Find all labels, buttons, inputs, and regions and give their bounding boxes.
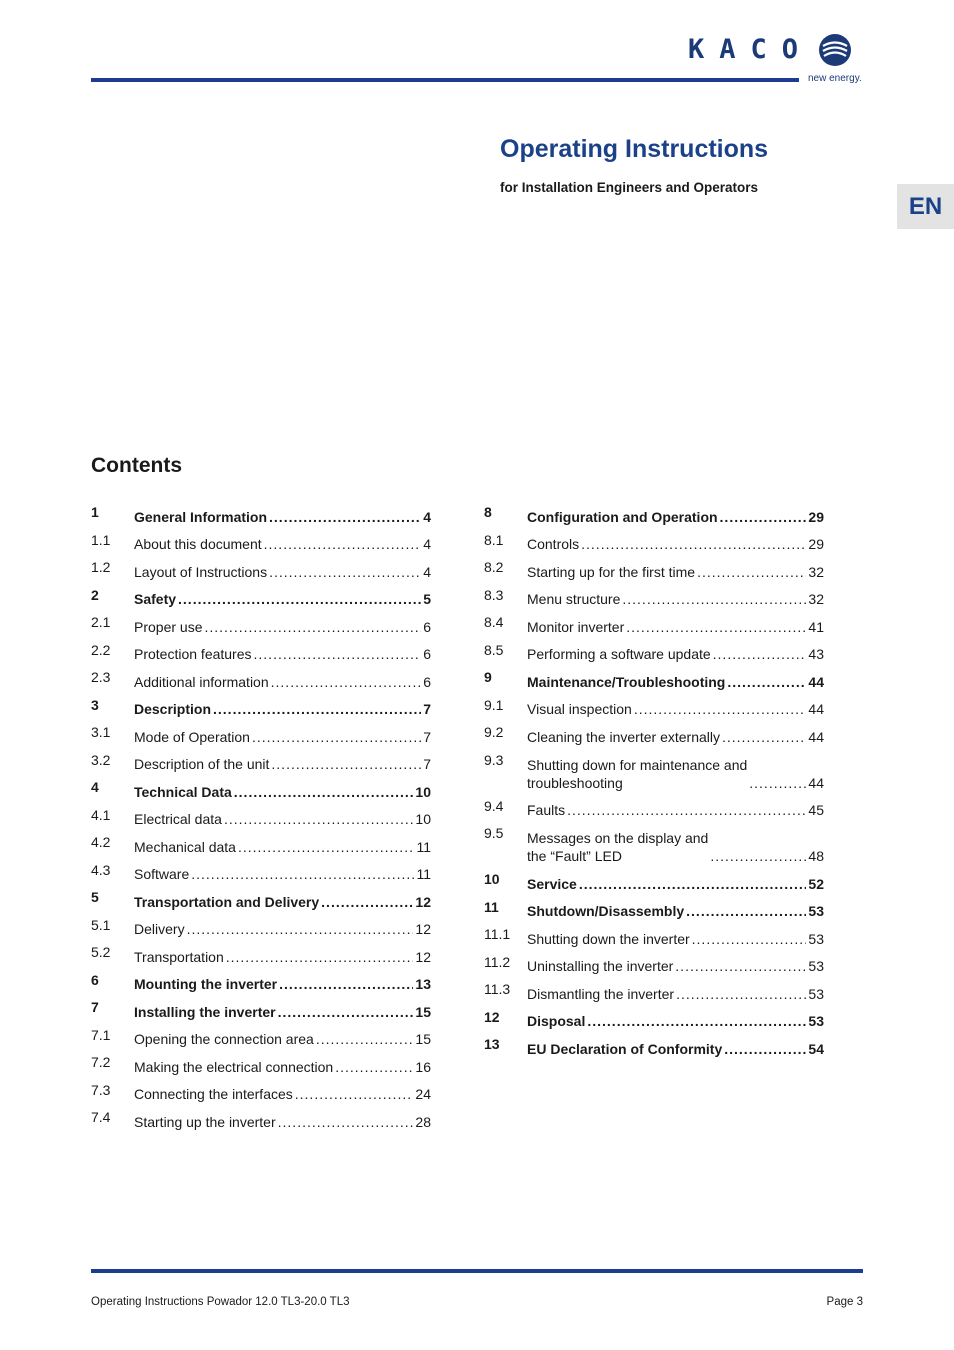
- toc-entry-body: [527, 1012, 824, 1030]
- toc-entry-number: 5.2: [91, 944, 111, 960]
- toc-entry[interactable]: [91, 581, 431, 609]
- toc-entry[interactable]: [484, 498, 824, 526]
- toc-entry-title: Description of the unit: [134, 756, 270, 772]
- toc-entry-body: [134, 700, 431, 718]
- toc-entry-page: 7: [423, 701, 431, 717]
- toc-entry-number: 1.2: [91, 559, 111, 575]
- header-rule: [91, 78, 799, 82]
- toc-dot-leader: [749, 774, 806, 792]
- toc-entry-number: 9.2: [484, 724, 504, 740]
- toc-entry-body: [527, 829, 824, 865]
- toc-entry[interactable]: [484, 920, 824, 948]
- toc-entry-body: [527, 618, 824, 636]
- toc-entry-body: [527, 728, 824, 746]
- toc-dot-leader: [722, 728, 806, 746]
- toc-entry-page: 53: [808, 985, 824, 1002]
- toc-entry-body: [134, 728, 431, 746]
- toc-entry-title: Performing a software update: [527, 646, 711, 662]
- toc-dot-leader: [278, 1113, 414, 1131]
- toc-entry-number: 1: [91, 504, 99, 520]
- toc-dot-leader: [676, 985, 806, 1003]
- toc-dot-leader: [626, 618, 806, 636]
- toc-entry-number: 11: [484, 898, 499, 915]
- toc-dot-leader: [178, 590, 421, 608]
- toc-entry-page: 12: [415, 921, 431, 937]
- toc-entry-body: [134, 920, 431, 938]
- toc-entry-number: 8.3: [484, 586, 504, 603]
- toc-entry-body: [134, 1003, 431, 1021]
- toc-dot-leader: [713, 645, 807, 663]
- toc-entry-body: [134, 618, 431, 636]
- toc-entry-page: 52: [808, 875, 824, 892]
- toc-dot-leader: [279, 975, 413, 993]
- toc-entry-title: EU Declaration of Conformity: [527, 1040, 723, 1057]
- toc-entry-page: 15: [415, 1031, 431, 1047]
- toc-entry[interactable]: [91, 773, 431, 801]
- toc-entry[interactable]: [91, 801, 431, 829]
- toc-entry-page: 45: [808, 802, 824, 818]
- toc-entry-number: 7.4: [91, 1109, 111, 1125]
- toc-entry[interactable]: [484, 1030, 824, 1058]
- toc-entry[interactable]: [484, 553, 824, 581]
- toc-entry-title: Protection features: [134, 646, 252, 662]
- toc-dot-leader: [316, 1030, 414, 1048]
- toc-entry-body: [527, 902, 824, 920]
- toc-entry-title: Mounting the inverter: [134, 976, 278, 992]
- toc-dot-leader: [727, 673, 806, 691]
- toc-dot-leader: [692, 930, 807, 948]
- toc-entry[interactable]: [91, 663, 431, 691]
- toc-entry-page: 53: [808, 930, 824, 947]
- toc-entry-number: 7.2: [91, 1054, 111, 1070]
- toc-entry-title: Starting up the inverter: [134, 1113, 276, 1130]
- toc-entry[interactable]: [91, 883, 431, 911]
- toc-dot-leader: [567, 801, 806, 819]
- toc-entry-title: Technical Data: [134, 783, 232, 800]
- toc-entry-page: 28: [415, 1113, 431, 1130]
- toc-entry[interactable]: [484, 636, 824, 664]
- toc-entry-title: Messages on the display and the “Fault” LED: [527, 830, 709, 864]
- toc-entry-title: Software: [134, 866, 190, 882]
- toc-entry-page: 5: [423, 591, 431, 607]
- toc-dot-leader: [295, 1085, 414, 1103]
- toc-entry-page: 4: [423, 563, 431, 580]
- toc-entry-number: 2.2: [91, 641, 111, 658]
- toc-entry-title: Cleaning the inverter externally: [527, 728, 720, 745]
- toc-entry-body: [527, 508, 824, 526]
- toc-dot-leader: [191, 865, 414, 883]
- toc-entry-page: 6: [423, 673, 431, 690]
- toc-entry-body: [134, 975, 431, 993]
- toc-dot-leader: [278, 1003, 414, 1021]
- toc-entry-page: 11: [416, 866, 431, 882]
- toc-dot-leader: [724, 1040, 806, 1058]
- toc-dot-leader: [224, 810, 413, 828]
- toc-entry[interactable]: [91, 828, 431, 856]
- toc-entry-title: Controls: [527, 536, 580, 552]
- toc-entry-page: 54: [808, 1040, 824, 1057]
- toc-dot-leader: [720, 508, 807, 526]
- toc-entry[interactable]: [484, 718, 824, 746]
- toc-entry[interactable]: [91, 553, 431, 581]
- toc-entry-title: Shutting down the inverter: [527, 930, 690, 947]
- toc-left-column: [91, 498, 431, 1131]
- toc-dot-leader: [234, 783, 414, 801]
- toc-entry-title: About this document: [134, 536, 262, 552]
- toc-entry-page: 41: [808, 618, 824, 635]
- toc-dot-leader: [581, 535, 806, 553]
- toc-entry-title: Description: [134, 701, 212, 717]
- toc-entry-title: Electrical data: [134, 811, 222, 827]
- toc-entry-number: 2: [91, 586, 99, 603]
- toc-entry-body: [527, 700, 824, 718]
- toc-entry[interactable]: [91, 938, 431, 966]
- toc-dot-leader: [634, 700, 807, 718]
- toc-entry[interactable]: [484, 581, 824, 609]
- toc-entry-number: 6: [91, 971, 99, 988]
- toc-entry-number: 8.4: [484, 614, 504, 630]
- toc-entry-title: Safety: [134, 591, 177, 607]
- toc-entry-number: 11.3: [484, 981, 511, 997]
- toc-entry[interactable]: [91, 1103, 431, 1131]
- toc-entry-title: Configuration and Operation: [527, 508, 718, 525]
- toc-dot-leader: [269, 508, 421, 526]
- toc-dot-leader: [187, 920, 414, 938]
- toc-entry-number: 8.1: [484, 531, 504, 548]
- toc-entry[interactable]: [484, 691, 824, 719]
- toc-entry-page: 12: [415, 948, 431, 965]
- toc-entry-number: 1.1: [91, 531, 111, 548]
- toc-entry-title: Installing the inverter: [134, 1003, 276, 1020]
- toc-entry-page: 44: [808, 774, 824, 791]
- language-tab: EN: [897, 184, 954, 229]
- toc-entry-body: [134, 1030, 431, 1048]
- toc-entry-number: 13: [484, 1036, 500, 1052]
- toc-entry-title: Uninstalling the inverter: [527, 958, 674, 974]
- toc-entry-number: 11.1: [484, 926, 511, 942]
- toc-entry-title: General Information: [134, 508, 268, 525]
- toc-entry-page: 43: [808, 646, 824, 662]
- toc-dot-leader: [226, 948, 414, 966]
- toc-entry-body: [134, 755, 431, 773]
- toc-entry-page: 15: [415, 1003, 431, 1020]
- toc-entry-title: Shutting down for maintenance and troubleshooting: [527, 756, 748, 791]
- toc-entry-body: [527, 563, 824, 581]
- toc-entry-title: Layout of Instructions: [134, 563, 268, 580]
- toc-right-column: [484, 498, 824, 1058]
- toc-entry-body: [134, 893, 431, 911]
- toc-entry-page: 29: [808, 508, 824, 525]
- toc-entry[interactable]: [91, 746, 431, 774]
- toc-dot-leader: [697, 563, 806, 581]
- toc-entry-page: 10: [415, 783, 431, 800]
- toc-entry-title: Monitor inverter: [527, 618, 625, 635]
- toc-entry-title: Transportation: [134, 948, 224, 965]
- toc-entry-title: Additional information: [134, 673, 269, 690]
- toc-entry-body: [527, 985, 824, 1003]
- toc-entry-number: 4: [91, 779, 99, 795]
- toc-entry-body: [134, 1085, 431, 1103]
- toc-entry-body: [527, 756, 824, 792]
- toc-dot-leader: [675, 957, 806, 975]
- toc-entry-body: [527, 957, 824, 975]
- toc-entry-number: 3.1: [91, 724, 111, 740]
- toc-entry-body: [527, 875, 824, 893]
- toc-entry-title: Disposal: [527, 1013, 586, 1029]
- toc-entry-title: Opening the connection area: [134, 1031, 314, 1047]
- toc-entry-number: 4.1: [91, 806, 111, 823]
- toc-entry-page: 32: [808, 591, 824, 607]
- toc-entry-body: [134, 838, 431, 856]
- toc-entry[interactable]: [91, 636, 431, 664]
- toc-entry-body: [527, 535, 824, 553]
- toc-entry-body: [134, 1058, 431, 1076]
- toc-entry-page: 12: [415, 893, 431, 910]
- toc-entry-title: Dismantling the inverter: [527, 985, 675, 1002]
- toc-entry-body: [527, 590, 824, 608]
- toc-entry-page: 32: [808, 563, 824, 580]
- toc-dot-leader: [579, 875, 807, 893]
- toc-entry-body: [134, 783, 431, 801]
- toc-entry-title: Service: [527, 875, 577, 892]
- toc-entry-title: Transportation and Delivery: [134, 893, 320, 910]
- toc-entry-body: [134, 1113, 431, 1131]
- toc-entry-title: Proper use: [134, 618, 203, 635]
- toc-entry-body: [527, 1040, 824, 1058]
- footer-rule: [91, 1269, 863, 1273]
- toc-dot-leader: [238, 838, 415, 856]
- toc-entry[interactable]: [91, 498, 431, 526]
- toc-entry[interactable]: [91, 1021, 431, 1049]
- toc-entry[interactable]: [484, 1003, 824, 1031]
- toc-entry[interactable]: [91, 608, 431, 636]
- toc-entry-page: 4: [423, 536, 431, 552]
- document-title: Operating Instructions: [500, 135, 769, 163]
- toc-entry[interactable]: [484, 792, 824, 820]
- toc-entry-number: 4.3: [91, 861, 111, 878]
- toc-dot-leader: [204, 618, 421, 636]
- toc-dot-leader: [213, 700, 421, 718]
- toc-entry-page: 6: [423, 618, 431, 635]
- toc-entry-title: Menu structure: [527, 591, 621, 607]
- toc-entry-number: 9: [484, 669, 492, 685]
- toc-entry-number: 8.2: [484, 559, 504, 575]
- logo-tagline: new energy.: [808, 73, 862, 84]
- toc-entry-title: Maintenance/Troubleshooting: [527, 673, 726, 690]
- toc-entry-title: Mechanical data: [134, 838, 236, 855]
- toc-entry[interactable]: [91, 691, 431, 719]
- toc-entry-title: Making the electrical connection: [134, 1058, 334, 1075]
- toc-entry-number: 8: [484, 504, 492, 520]
- document-subtitle: for Installation Engineers and Operators: [500, 180, 759, 195]
- toc-entry-title: Faults: [527, 802, 566, 818]
- toc-entry-number: 4.2: [91, 834, 111, 850]
- toc-entry-body: [134, 563, 431, 581]
- kaco-logo-text: KACO: [688, 34, 814, 65]
- toc-entry-page: 48: [808, 848, 824, 864]
- toc-entry[interactable]: [91, 993, 431, 1021]
- toc-entry[interactable]: [484, 663, 824, 691]
- toc-entry[interactable]: [91, 966, 431, 994]
- toc-entry-number: 7.3: [91, 1081, 111, 1098]
- toc-entry[interactable]: [91, 1076, 431, 1104]
- toc-entry-number: 5: [91, 889, 99, 905]
- toc-entry-page: 44: [808, 701, 824, 717]
- toc-entry-title: Connecting the interfaces: [134, 1086, 293, 1102]
- toc-entry-body: [527, 930, 824, 948]
- toc-entry-body: [134, 645, 431, 663]
- toc-entry-page: 44: [808, 673, 824, 690]
- toc-entry[interactable]: [91, 856, 431, 884]
- toc-entry[interactable]: [484, 819, 824, 865]
- toc-entry-number: 11.2: [484, 953, 511, 970]
- toc-entry-page: 11: [416, 838, 431, 855]
- toc-dot-leader: [710, 847, 806, 865]
- toc-entry-number: 9.4: [484, 797, 504, 814]
- toc-entry-title: Starting up for the first time: [527, 563, 696, 580]
- toc-entry[interactable]: [484, 975, 824, 1003]
- toc-entry[interactable]: [484, 865, 824, 893]
- contents-heading: Contents: [91, 454, 182, 477]
- toc-dot-leader: [254, 645, 422, 663]
- toc-entry[interactable]: [91, 526, 431, 554]
- toc-entry-number: 12: [484, 1008, 500, 1025]
- toc-entry[interactable]: [91, 911, 431, 939]
- toc-entry-body: [134, 508, 431, 526]
- toc-entry-number: 2.1: [91, 614, 111, 630]
- toc-entry[interactable]: [484, 526, 824, 554]
- toc-entry-body: [527, 673, 824, 691]
- toc-entry-body: [134, 865, 431, 883]
- toc-entry-page: 53: [808, 1013, 824, 1029]
- toc-entry-number: 8.5: [484, 641, 504, 658]
- toc-entry-page: 29: [808, 536, 824, 552]
- toc-entry[interactable]: [91, 1048, 431, 1076]
- toc-dot-leader: [335, 1058, 413, 1076]
- toc-entry[interactable]: [484, 893, 824, 921]
- toc-entry-page: 7: [423, 756, 431, 772]
- toc-dot-leader: [321, 893, 413, 911]
- footer-document-name: Operating Instructions Powador 12.0 TL3-20.0 TL3: [91, 1296, 350, 1308]
- toc-entry-page: 6: [423, 646, 431, 662]
- toc-entry-number: 2.3: [91, 669, 111, 685]
- toc-entry[interactable]: [484, 948, 824, 976]
- toc-entry-page: 53: [808, 903, 824, 919]
- toc-entry-title: Mode of Operation: [134, 728, 250, 745]
- toc-entry-page: 4: [423, 508, 431, 525]
- toc-entry[interactable]: [484, 608, 824, 636]
- toc-entry-number: 10: [484, 871, 500, 887]
- toc-entry-title: Shutdown/Disassembly: [527, 903, 685, 919]
- toc-entry-body: [134, 535, 431, 553]
- toc-entry-body: [134, 673, 431, 691]
- toc-entry-number: 9.1: [484, 696, 504, 713]
- toc-dot-leader: [686, 902, 806, 920]
- kaco-logo-icon: [818, 33, 852, 67]
- toc-dot-leader: [587, 1012, 806, 1030]
- toc-entry[interactable]: [91, 718, 431, 746]
- toc-entry-number: 5.1: [91, 916, 111, 933]
- toc-entry-number: 3: [91, 696, 99, 713]
- toc-entry-page: 24: [415, 1086, 431, 1102]
- toc-entry-number: 9.3: [484, 751, 504, 768]
- toc-entry-number: 7: [91, 999, 99, 1015]
- toc-entry-page: 53: [808, 958, 824, 974]
- toc-entry[interactable]: [484, 746, 824, 792]
- toc-entry-body: [527, 801, 824, 819]
- toc-entry-number: 9.5: [484, 825, 504, 841]
- footer-page-number: Page 3: [826, 1296, 863, 1308]
- toc-dot-leader: [271, 673, 422, 691]
- toc-entry-page: 44: [808, 728, 824, 745]
- toc-dot-leader: [271, 755, 421, 773]
- toc-entry-title: Visual inspection: [527, 701, 632, 717]
- toc-entry-page: 7: [423, 728, 431, 745]
- toc-entry-page: 13: [415, 976, 431, 992]
- toc-entry-number: 3.2: [91, 751, 111, 768]
- toc-entry-page: 10: [415, 811, 431, 827]
- toc-entry-title: Delivery: [134, 921, 185, 937]
- toc-dot-leader: [269, 563, 421, 581]
- toc-entry-body: [134, 590, 431, 608]
- toc-entry-body: [134, 948, 431, 966]
- toc-dot-leader: [622, 590, 806, 608]
- toc-entry-body: [527, 645, 824, 663]
- toc-entry-body: [134, 810, 431, 828]
- toc-dot-leader: [264, 535, 422, 553]
- toc-entry-page: 16: [415, 1058, 431, 1075]
- toc-dot-leader: [252, 728, 421, 746]
- toc-entry-number: 7.1: [91, 1026, 111, 1043]
